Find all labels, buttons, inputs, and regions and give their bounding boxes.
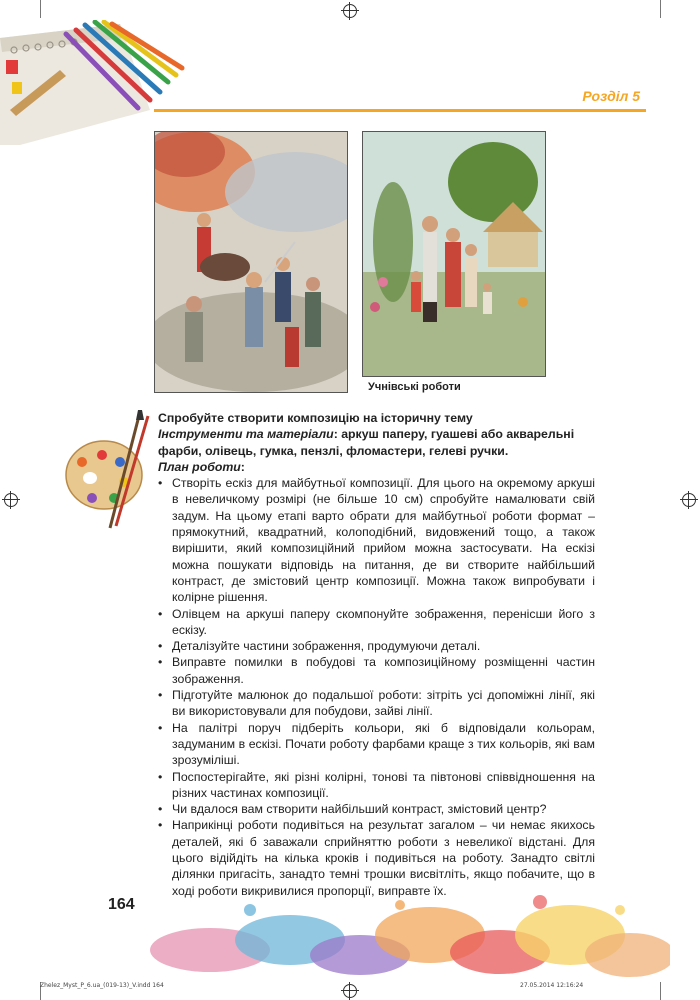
materials-text: : аркуш паперу, гуашеві або акварельні фарби, олівець, гумка, пензлі, фломастери, гелеві ручки. xyxy=(158,427,575,458)
list-item: • Підготуйте малюнок до подальшої роботи: зітріть усі допоміжні лінії, які ви використовували для побудови, зайві лінії. xyxy=(158,687,595,720)
registration-mark-top xyxy=(343,4,357,18)
lesson-text xyxy=(158,410,595,899)
student-artwork-family xyxy=(362,131,546,377)
list-item: • Чи вдалося вам створити найбільший контраст, змістовий центр? xyxy=(158,801,595,817)
plan-label: План роботи xyxy=(158,459,241,474)
header-rule xyxy=(154,109,646,112)
list-item: • Поспостерігайте, які різні колірні, тонові та півтонові співвідношення на різних частинах композиції. xyxy=(158,769,595,802)
crop-mark xyxy=(660,982,661,1000)
list-item: • Наприкінці роботи подивіться на результат загалом – чи немає якихось деталей, які б заважали сприйняттю роботи з невеликої відстані. Для цього відійдіть на кілька кроків і подивіться на роботу. Занадто світлі ділянки пригасіть, занадто темні трошки висвітліть, якщо побачите, що в ході роботи викривилися пропорції, виправте їх. xyxy=(158,817,595,898)
steps-list xyxy=(158,475,595,899)
materials-label: Інструменти та матеріали xyxy=(158,427,334,442)
crop-mark xyxy=(660,0,661,18)
materials-line xyxy=(158,426,595,459)
palette-brushes-illustration xyxy=(62,410,157,530)
plan-colon: : xyxy=(240,459,245,474)
list-item: • Деталізуйте частини зображення, продумуючи деталі. xyxy=(158,638,595,654)
registration-mark-left xyxy=(4,493,18,507)
list-item: • Олівцем на аркуші паперу скомпонуйте зображення, перенісши його з ескізу. xyxy=(158,606,595,639)
page-number: 164 xyxy=(108,896,135,913)
footer-timestamp: 27.05.2014 12:16:24 xyxy=(520,982,584,989)
footer-file-name: Zhelez_Myst_P_6.ua_(019-13)_V.indd 164 xyxy=(40,982,164,989)
pencils-sketchbook-illustration xyxy=(0,20,185,145)
figure-caption: Учнівські роботи xyxy=(368,381,461,393)
list-item: • Створіть ескіз для майбутньої композиції. Для цього на окремому аркуші в невеличкому розмірі (не більше 10 см) спробуйте намалювати свій задум. На цьому етапі варто обрати для майбутньої роботи формат – прямокутний, квадратний, колоподібний, видовжений тощо, а також вирішити, який композиційний прийом можна застосувати. На ескізі можна пошукати відповідь на питання, де ви створите найбільший контраст, де змістовий центр композиції. Можна також випробувати і колірне рішення. xyxy=(158,475,595,605)
task-title: Спробуйте створити композицію на історичну тему xyxy=(158,411,473,425)
chapter-label: Розділ 5 xyxy=(582,88,640,104)
battle-painting xyxy=(155,132,347,392)
student-artwork-battle xyxy=(154,131,348,393)
paint-splashes-decoration xyxy=(150,880,670,980)
family-painting xyxy=(363,132,545,376)
registration-mark-right xyxy=(682,493,696,507)
plan-heading xyxy=(158,459,595,475)
list-item: • На палітрі поруч підберіть кольори, які б відповідали кольорам, задуманим в ескізі. Почати роботу фарбами краще з тих кольорів, які вам зрозуміліші. xyxy=(158,720,595,769)
crop-mark xyxy=(40,0,41,18)
registration-mark-bottom xyxy=(343,984,357,998)
list-item: • Виправте помилки в побудові та композиційному розміщенні частин зображення. xyxy=(158,654,595,687)
